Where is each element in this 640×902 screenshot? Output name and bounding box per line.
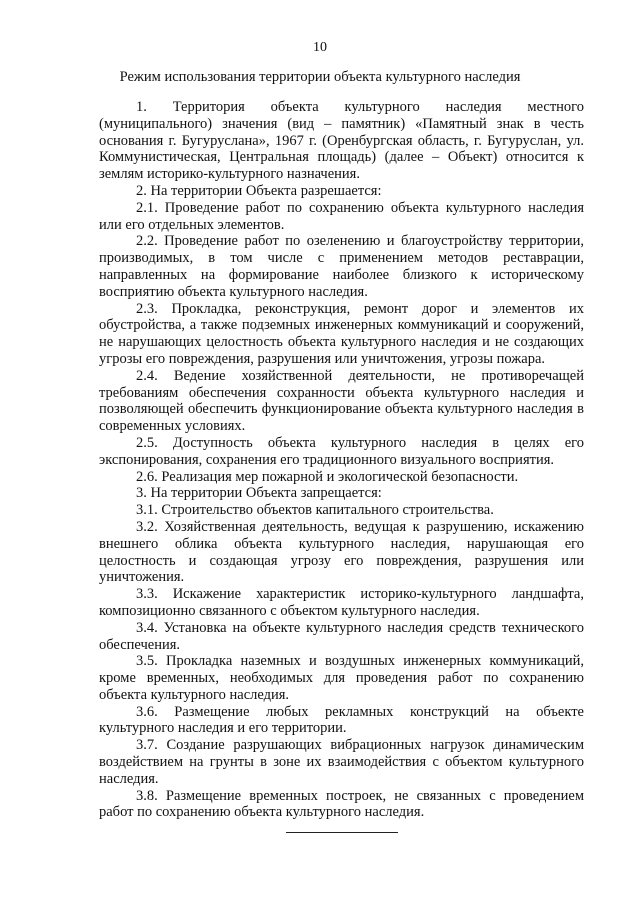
paragraph-2-6: 2.6. Реализация мер пожарной и экологической безопасности. <box>136 468 519 485</box>
paragraph-2-3: 2.3. Прокладка, реконструкция, ремонт дорог и элементов их обустройства, а также подземных инженерных коммуникаций и сооружений, не нарушающих целостность объекта культурного наследия и не создающих угрозы его повреждения, разрушения или уничтожения, угрозы пожара. <box>99 300 584 367</box>
paragraph-3-7: 3.7. Создание разрушающих вибрационных нагрузок динамическим воздействием на грунты в зоне их взаимодействия с объектом культурного наследия. <box>99 737 584 787</box>
paragraph-2-5: 2.5. Доступность объекта культурного наследия в целях его экспонирования, сохранения его традиционного визуального восприятия. <box>99 434 584 468</box>
end-divider-line <box>286 832 398 833</box>
page-number: 10 <box>313 40 327 55</box>
paragraph-2-2: 2.2. Проведение работ по озеленению и благоустройству территории, производимых, в том числе с применением методов реставрации, направленных на формирование наиболее близкого к историческому восприятию объекта культурного наследия. <box>99 233 584 300</box>
paragraph-3-6: 3.6. Размещение любых рекламных конструкций на объекте культурного наследия и его территории. <box>99 703 584 737</box>
paragraph-3-4: 3.4. Установка на объекте культурного наследия средств технического обеспечения. <box>99 619 584 653</box>
paragraph-3-5: 3.5. Прокладка наземных и воздушных инженерных коммуникаций, кроме временных, необходимых для проведения работ по сохранению объекта культурного наследия. <box>99 653 584 703</box>
paragraph-2-4: 2.4. Ведение хозяйственной деятельности, не противоречащей требованиям обеспечения сохранности объекта культурного наследия и позволяющей обеспечить функционирование объекта культурного наследия в современных условиях. <box>99 367 584 435</box>
paragraph-3-8: 3.8. Размещение временных построек, не связанных с проведением работ по сохранению объекта культурного наследия. <box>99 787 584 821</box>
paragraph-3-1: 3.1. Строительство объектов капитального строительства. <box>136 502 494 519</box>
paragraph-2: 2. На территории Объекта разрешается: <box>136 182 382 199</box>
document-body <box>99 99 584 821</box>
paragraph-3-2: 3.2. Хозяйственная деятельность, ведущая к разрушению, искажению внешнего облика объекта культурного наследия, нарушающая его целостность и создающая угрозу его повреждения, разрушения или уничтожения. <box>99 518 584 586</box>
paragraph-3: 3. На территории Объекта запрещается: <box>136 485 382 502</box>
paragraph-2-1: 2.1. Проведение работ по сохранению объекта культурного наследия или его отдельных элементов. <box>99 199 584 233</box>
document-title: Режим использования территории объекта культурного наследия <box>119 69 521 85</box>
paragraph-3-3: 3.3. Искажение характеристик историко-культурного ландшафта, композиционно связанного с объектом культурного наследия. <box>99 586 584 619</box>
paragraph-1: 1. Территория объекта культурного наследия местного (муниципального) значения (вид – памятник) «Памятный знак в честь основания г. Бугуруслана», 1967 г. (Оренбургская область, г. Бугуруслан, ул. Коммунистическая, Центральная площадь) (далее – Объект) относится к землям историко-культурного назначения. <box>99 99 584 183</box>
